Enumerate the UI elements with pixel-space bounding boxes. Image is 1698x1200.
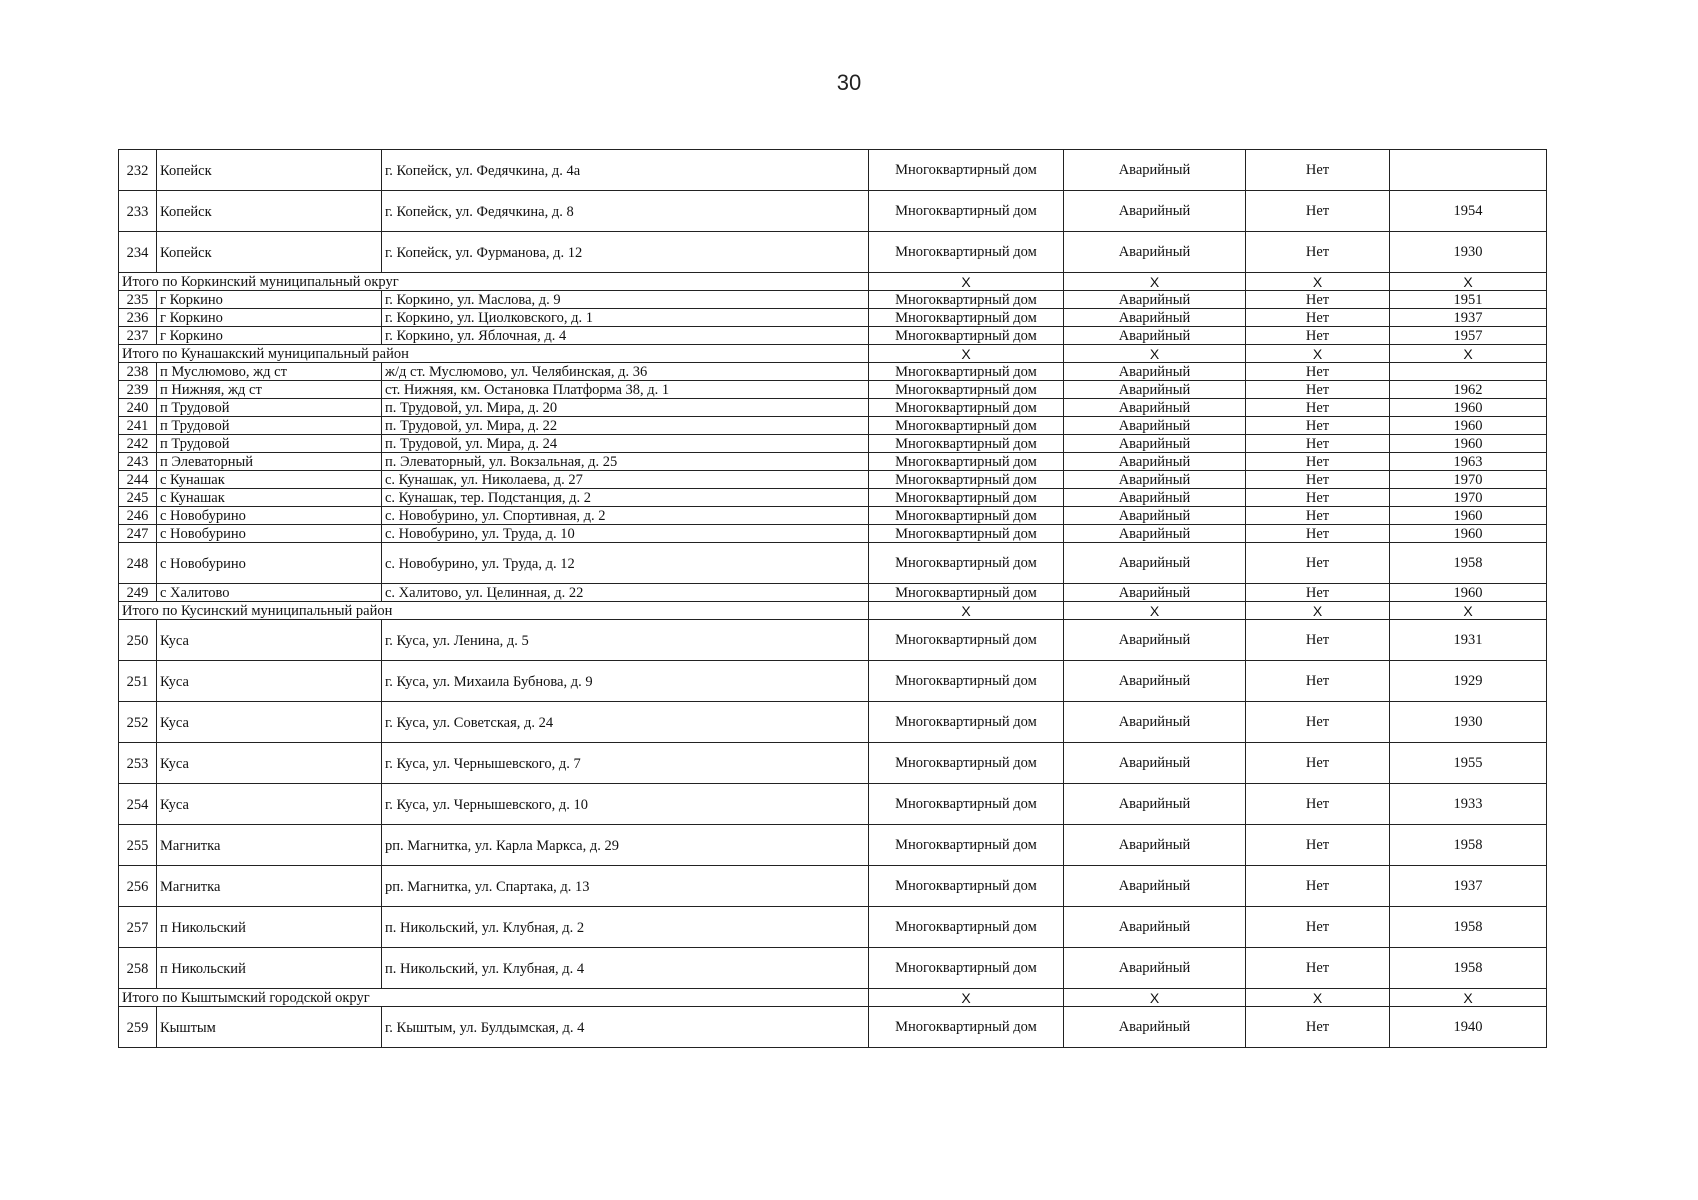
table-row bbox=[119, 489, 1547, 507]
building-type-cell: Многоквартирный дом bbox=[869, 309, 1064, 327]
settlement-cell: Кыштым bbox=[157, 1007, 382, 1048]
table-row bbox=[119, 327, 1547, 345]
condition-cell: Аварийный bbox=[1064, 453, 1246, 471]
table-row bbox=[119, 866, 1547, 907]
relocation-cell: Нет bbox=[1246, 232, 1390, 273]
building-type-cell: Многоквартирный дом bbox=[869, 525, 1064, 543]
building-type-cell: Многоквартирный дом bbox=[869, 743, 1064, 784]
relocation-cell: Нет bbox=[1246, 907, 1390, 948]
table-row bbox=[119, 948, 1547, 989]
row-number-cell: 244 bbox=[119, 471, 157, 489]
settlement-cell: Куса bbox=[157, 661, 382, 702]
table-row bbox=[119, 620, 1547, 661]
relocation-cell: Нет bbox=[1246, 948, 1390, 989]
address-cell: с. Кунашак, ул. Николаева, д. 27 bbox=[382, 471, 869, 489]
address-cell: г. Коркино, ул. Циолковского, д. 1 bbox=[382, 309, 869, 327]
building-type-cell: Многоквартирный дом bbox=[869, 381, 1064, 399]
building-type-cell: Многоквартирный дом bbox=[869, 543, 1064, 584]
building-type-cell: Многоквартирный дом bbox=[869, 866, 1064, 907]
row-number-cell: 256 bbox=[119, 866, 157, 907]
table-row bbox=[119, 507, 1547, 525]
subtotal-label: Итого по Кунашакский муниципальный район bbox=[119, 345, 869, 363]
row-number-cell: 250 bbox=[119, 620, 157, 661]
table-row bbox=[119, 825, 1547, 866]
relocation-cell: Нет bbox=[1246, 1007, 1390, 1048]
relocation-cell: Нет bbox=[1246, 866, 1390, 907]
subtotal-label: Итого по Кусинский муниципальный район bbox=[119, 602, 869, 620]
relocation-cell: Нет bbox=[1246, 584, 1390, 602]
condition-cell: Аварийный bbox=[1064, 417, 1246, 435]
subtotal-mark: X bbox=[869, 273, 1064, 291]
building-type-cell: Многоквартирный дом bbox=[869, 907, 1064, 948]
building-type-cell: Многоквартирный дом bbox=[869, 453, 1064, 471]
table-row bbox=[119, 417, 1547, 435]
table-row bbox=[119, 309, 1547, 327]
relocation-cell: Нет bbox=[1246, 327, 1390, 345]
table-row bbox=[119, 291, 1547, 309]
address-cell: г. Коркино, ул. Маслова, д. 9 bbox=[382, 291, 869, 309]
condition-cell: Аварийный bbox=[1064, 543, 1246, 584]
year-built-cell: 1958 bbox=[1390, 907, 1547, 948]
building-type-cell: Многоквартирный дом bbox=[869, 620, 1064, 661]
address-cell: ст. Нижняя, км. Остановка Платформа 38, д. 1 bbox=[382, 381, 869, 399]
row-number-cell: 238 bbox=[119, 363, 157, 381]
subtotal-mark: X bbox=[1246, 602, 1390, 620]
table-row bbox=[119, 363, 1547, 381]
table-row bbox=[119, 150, 1547, 191]
settlement-cell: с Новобурино bbox=[157, 507, 382, 525]
row-number-cell: 253 bbox=[119, 743, 157, 784]
condition-cell: Аварийный bbox=[1064, 309, 1246, 327]
condition-cell: Аварийный bbox=[1064, 866, 1246, 907]
table-row bbox=[119, 584, 1547, 602]
table-row bbox=[119, 453, 1547, 471]
subtotal-mark: X bbox=[1390, 602, 1547, 620]
settlement-cell: с Кунашак bbox=[157, 471, 382, 489]
relocation-cell: Нет bbox=[1246, 150, 1390, 191]
condition-cell: Аварийный bbox=[1064, 435, 1246, 453]
subtotal-row bbox=[119, 989, 1547, 1007]
condition-cell: Аварийный bbox=[1064, 327, 1246, 345]
year-built-cell: 1933 bbox=[1390, 784, 1547, 825]
table-row bbox=[119, 907, 1547, 948]
condition-cell: Аварийный bbox=[1064, 291, 1246, 309]
relocation-cell: Нет bbox=[1246, 507, 1390, 525]
condition-cell: Аварийный bbox=[1064, 702, 1246, 743]
address-cell: п. Никольский, ул. Клубная, д. 4 bbox=[382, 948, 869, 989]
settlement-cell: г Коркино bbox=[157, 309, 382, 327]
settlement-cell: Копейск bbox=[157, 232, 382, 273]
relocation-cell: Нет bbox=[1246, 743, 1390, 784]
address-cell: г. Копейск, ул. Фурманова, д. 12 bbox=[382, 232, 869, 273]
relocation-cell: Нет bbox=[1246, 435, 1390, 453]
building-type-cell: Многоквартирный дом bbox=[869, 948, 1064, 989]
address-cell: с. Новобурино, ул. Труда, д. 12 bbox=[382, 543, 869, 584]
year-built-cell: 1958 bbox=[1390, 825, 1547, 866]
relocation-cell: Нет bbox=[1246, 620, 1390, 661]
condition-cell: Аварийный bbox=[1064, 363, 1246, 381]
table-row bbox=[119, 543, 1547, 584]
year-built-cell bbox=[1390, 363, 1547, 381]
relocation-cell: Нет bbox=[1246, 381, 1390, 399]
row-number-cell: 239 bbox=[119, 381, 157, 399]
settlement-cell: п Трудовой bbox=[157, 417, 382, 435]
building-type-cell: Многоквартирный дом bbox=[869, 471, 1064, 489]
table-row bbox=[119, 743, 1547, 784]
condition-cell: Аварийный bbox=[1064, 507, 1246, 525]
subtotal-mark: X bbox=[1390, 345, 1547, 363]
table-row bbox=[119, 191, 1547, 232]
building-type-cell: Многоквартирный дом bbox=[869, 150, 1064, 191]
settlement-cell: Куса bbox=[157, 784, 382, 825]
row-number-cell: 251 bbox=[119, 661, 157, 702]
subtotal-mark: X bbox=[1064, 345, 1246, 363]
building-type-cell: Многоквартирный дом bbox=[869, 435, 1064, 453]
year-built-cell: 1960 bbox=[1390, 507, 1547, 525]
year-built-cell: 1960 bbox=[1390, 417, 1547, 435]
relocation-cell: Нет bbox=[1246, 471, 1390, 489]
relocation-cell: Нет bbox=[1246, 309, 1390, 327]
condition-cell: Аварийный bbox=[1064, 1007, 1246, 1048]
row-number-cell: 246 bbox=[119, 507, 157, 525]
building-type-cell: Многоквартирный дом bbox=[869, 661, 1064, 702]
row-number-cell: 245 bbox=[119, 489, 157, 507]
address-cell: г. Коркино, ул. Яблочная, д. 4 bbox=[382, 327, 869, 345]
settlement-cell: п Муслюмово, жд ст bbox=[157, 363, 382, 381]
condition-cell: Аварийный bbox=[1064, 661, 1246, 702]
building-type-cell: Многоквартирный дом bbox=[869, 702, 1064, 743]
row-number-cell: 240 bbox=[119, 399, 157, 417]
table-row bbox=[119, 399, 1547, 417]
settlement-cell: Куса bbox=[157, 620, 382, 661]
row-number-cell: 259 bbox=[119, 1007, 157, 1048]
address-cell: г. Копейск, ул. Федячкина, д. 4а bbox=[382, 150, 869, 191]
settlement-cell: Копейск bbox=[157, 150, 382, 191]
year-built-cell: 1960 bbox=[1390, 584, 1547, 602]
relocation-cell: Нет bbox=[1246, 543, 1390, 584]
condition-cell: Аварийный bbox=[1064, 191, 1246, 232]
subtotal-row bbox=[119, 602, 1547, 620]
year-built-cell: 1931 bbox=[1390, 620, 1547, 661]
table-row bbox=[119, 232, 1547, 273]
subtotal-mark: X bbox=[1246, 345, 1390, 363]
building-type-cell: Многоквартирный дом bbox=[869, 825, 1064, 866]
address-cell: с. Кунашак, тер. Подстанция, д. 2 bbox=[382, 489, 869, 507]
address-cell: рп. Магнитка, ул. Спартака, д. 13 bbox=[382, 866, 869, 907]
settlement-cell: с Халитово bbox=[157, 584, 382, 602]
subtotal-label: Итого по Коркинский муниципальный округ bbox=[119, 273, 869, 291]
year-built-cell: 1955 bbox=[1390, 743, 1547, 784]
address-cell: г. Куса, ул. Чернышевского, д. 7 bbox=[382, 743, 869, 784]
row-number-cell: 254 bbox=[119, 784, 157, 825]
year-built-cell: 1970 bbox=[1390, 489, 1547, 507]
table-row bbox=[119, 525, 1547, 543]
settlement-cell: г Коркино bbox=[157, 291, 382, 309]
row-number-cell: 241 bbox=[119, 417, 157, 435]
settlement-cell: п Никольский bbox=[157, 948, 382, 989]
subtotal-mark: X bbox=[869, 989, 1064, 1007]
condition-cell: Аварийный bbox=[1064, 489, 1246, 507]
address-cell: с. Новобурино, ул. Спортивная, д. 2 bbox=[382, 507, 869, 525]
year-built-cell: 1960 bbox=[1390, 435, 1547, 453]
relocation-cell: Нет bbox=[1246, 489, 1390, 507]
row-number-cell: 255 bbox=[119, 825, 157, 866]
address-cell: г. Куса, ул. Михаила Бубнова, д. 9 bbox=[382, 661, 869, 702]
row-number-cell: 232 bbox=[119, 150, 157, 191]
building-type-cell: Многоквартирный дом bbox=[869, 191, 1064, 232]
condition-cell: Аварийный bbox=[1064, 743, 1246, 784]
address-cell: п. Трудовой, ул. Мира, д. 20 bbox=[382, 399, 869, 417]
building-type-cell: Многоквартирный дом bbox=[869, 1007, 1064, 1048]
address-cell: г. Куса, ул. Ленина, д. 5 bbox=[382, 620, 869, 661]
settlement-cell: Магнитка bbox=[157, 866, 382, 907]
building-type-cell: Многоквартирный дом bbox=[869, 399, 1064, 417]
settlement-cell: с Новобурино bbox=[157, 543, 382, 584]
condition-cell: Аварийный bbox=[1064, 471, 1246, 489]
year-built-cell: 1929 bbox=[1390, 661, 1547, 702]
address-cell: г. Кыштым, ул. Булдымская, д. 4 bbox=[382, 1007, 869, 1048]
year-built-cell: 1970 bbox=[1390, 471, 1547, 489]
year-built-cell: 1957 bbox=[1390, 327, 1547, 345]
year-built-cell: 1930 bbox=[1390, 702, 1547, 743]
subtotal-mark: X bbox=[869, 602, 1064, 620]
settlement-cell: с Кунашак bbox=[157, 489, 382, 507]
row-number-cell: 235 bbox=[119, 291, 157, 309]
row-number-cell: 233 bbox=[119, 191, 157, 232]
row-number-cell: 248 bbox=[119, 543, 157, 584]
housing-register-table bbox=[118, 149, 1547, 1048]
relocation-cell: Нет bbox=[1246, 363, 1390, 381]
address-cell: п. Элеваторный, ул. Вокзальная, д. 25 bbox=[382, 453, 869, 471]
relocation-cell: Нет bbox=[1246, 291, 1390, 309]
building-type-cell: Многоквартирный дом bbox=[869, 784, 1064, 825]
year-built-cell: 1960 bbox=[1390, 525, 1547, 543]
table-row bbox=[119, 1007, 1547, 1048]
building-type-cell: Многоквартирный дом bbox=[869, 291, 1064, 309]
building-type-cell: Многоквартирный дом bbox=[869, 489, 1064, 507]
condition-cell: Аварийный bbox=[1064, 620, 1246, 661]
address-cell: с. Халитово, ул. Целинная, д. 22 bbox=[382, 584, 869, 602]
building-type-cell: Многоквартирный дом bbox=[869, 363, 1064, 381]
subtotal-row bbox=[119, 345, 1547, 363]
address-cell: п. Трудовой, ул. Мира, д. 24 bbox=[382, 435, 869, 453]
address-cell: с. Новобурино, ул. Труда, д. 10 bbox=[382, 525, 869, 543]
settlement-cell: Копейск bbox=[157, 191, 382, 232]
table-row bbox=[119, 661, 1547, 702]
year-built-cell: 1940 bbox=[1390, 1007, 1547, 1048]
building-type-cell: Многоквартирный дом bbox=[869, 417, 1064, 435]
row-number-cell: 249 bbox=[119, 584, 157, 602]
relocation-cell: Нет bbox=[1246, 453, 1390, 471]
building-type-cell: Многоквартирный дом bbox=[869, 327, 1064, 345]
table-row bbox=[119, 784, 1547, 825]
condition-cell: Аварийный bbox=[1064, 907, 1246, 948]
row-number-cell: 234 bbox=[119, 232, 157, 273]
row-number-cell: 247 bbox=[119, 525, 157, 543]
condition-cell: Аварийный bbox=[1064, 948, 1246, 989]
table-row bbox=[119, 435, 1547, 453]
subtotal-mark: X bbox=[1390, 989, 1547, 1007]
year-built-cell: 1963 bbox=[1390, 453, 1547, 471]
address-cell: п. Никольский, ул. Клубная, д. 2 bbox=[382, 907, 869, 948]
condition-cell: Аварийный bbox=[1064, 584, 1246, 602]
relocation-cell: Нет bbox=[1246, 525, 1390, 543]
year-built-cell bbox=[1390, 150, 1547, 191]
year-built-cell: 1937 bbox=[1390, 309, 1547, 327]
condition-cell: Аварийный bbox=[1064, 232, 1246, 273]
condition-cell: Аварийный bbox=[1064, 150, 1246, 191]
subtotal-mark: X bbox=[1246, 989, 1390, 1007]
relocation-cell: Нет bbox=[1246, 191, 1390, 232]
row-number-cell: 236 bbox=[119, 309, 157, 327]
year-built-cell: 1960 bbox=[1390, 399, 1547, 417]
subtotal-mark: X bbox=[1390, 273, 1547, 291]
year-built-cell: 1951 bbox=[1390, 291, 1547, 309]
subtotal-mark: X bbox=[1064, 602, 1246, 620]
settlement-cell: п Никольский bbox=[157, 907, 382, 948]
settlement-cell: п Трудовой bbox=[157, 399, 382, 417]
settlement-cell: с Новобурино bbox=[157, 525, 382, 543]
condition-cell: Аварийный bbox=[1064, 825, 1246, 866]
settlement-cell: Магнитка bbox=[157, 825, 382, 866]
building-type-cell: Многоквартирный дом bbox=[869, 584, 1064, 602]
condition-cell: Аварийный bbox=[1064, 784, 1246, 825]
condition-cell: Аварийный bbox=[1064, 381, 1246, 399]
relocation-cell: Нет bbox=[1246, 661, 1390, 702]
address-cell: рп. Магнитка, ул. Карла Маркса, д. 29 bbox=[382, 825, 869, 866]
year-built-cell: 1958 bbox=[1390, 543, 1547, 584]
year-built-cell: 1958 bbox=[1390, 948, 1547, 989]
row-number-cell: 237 bbox=[119, 327, 157, 345]
address-cell: г. Копейск, ул. Федячкина, д. 8 bbox=[382, 191, 869, 232]
building-type-cell: Многоквартирный дом bbox=[869, 232, 1064, 273]
address-cell: г. Куса, ул. Чернышевского, д. 10 bbox=[382, 784, 869, 825]
condition-cell: Аварийный bbox=[1064, 525, 1246, 543]
settlement-cell: г Коркино bbox=[157, 327, 382, 345]
relocation-cell: Нет bbox=[1246, 399, 1390, 417]
settlement-cell: п Трудовой bbox=[157, 435, 382, 453]
row-number-cell: 243 bbox=[119, 453, 157, 471]
address-cell: п. Трудовой, ул. Мира, д. 22 bbox=[382, 417, 869, 435]
year-built-cell: 1930 bbox=[1390, 232, 1547, 273]
settlement-cell: п Нижняя, жд ст bbox=[157, 381, 382, 399]
subtotal-mark: X bbox=[869, 345, 1064, 363]
relocation-cell: Нет bbox=[1246, 784, 1390, 825]
table-row bbox=[119, 381, 1547, 399]
building-type-cell: Многоквартирный дом bbox=[869, 507, 1064, 525]
subtotal-row bbox=[119, 273, 1547, 291]
address-cell: г. Куса, ул. Советская, д. 24 bbox=[382, 702, 869, 743]
page-number: 30 bbox=[836, 70, 862, 95]
settlement-cell: Куса bbox=[157, 702, 382, 743]
relocation-cell: Нет bbox=[1246, 702, 1390, 743]
subtotal-mark: X bbox=[1064, 989, 1246, 1007]
year-built-cell: 1962 bbox=[1390, 381, 1547, 399]
settlement-cell: п Элеваторный bbox=[157, 453, 382, 471]
relocation-cell: Нет bbox=[1246, 417, 1390, 435]
row-number-cell: 252 bbox=[119, 702, 157, 743]
row-number-cell: 258 bbox=[119, 948, 157, 989]
relocation-cell: Нет bbox=[1246, 825, 1390, 866]
row-number-cell: 242 bbox=[119, 435, 157, 453]
housing-register-sheet bbox=[118, 149, 1546, 1048]
row-number-cell: 257 bbox=[119, 907, 157, 948]
condition-cell: Аварийный bbox=[1064, 399, 1246, 417]
table-row bbox=[119, 702, 1547, 743]
subtotal-label: Итого по Кыштымский городской округ bbox=[119, 989, 869, 1007]
subtotal-mark: X bbox=[1246, 273, 1390, 291]
year-built-cell: 1954 bbox=[1390, 191, 1547, 232]
settlement-cell: Куса bbox=[157, 743, 382, 784]
table-row bbox=[119, 471, 1547, 489]
year-built-cell: 1937 bbox=[1390, 866, 1547, 907]
address-cell: ж/д ст. Муслюмово, ул. Челябинская, д. 36 bbox=[382, 363, 869, 381]
subtotal-mark: X bbox=[1064, 273, 1246, 291]
register-body bbox=[119, 150, 1547, 1048]
